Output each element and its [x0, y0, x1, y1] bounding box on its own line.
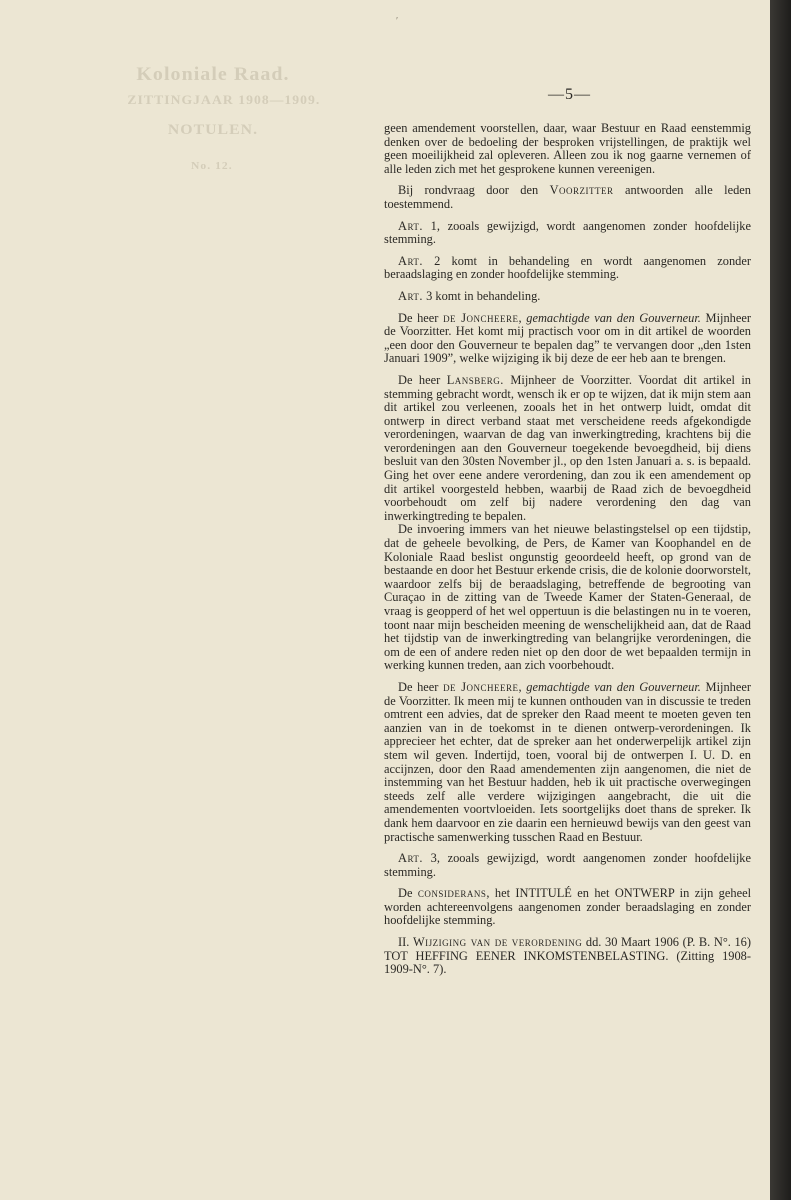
paragraph: Art. 3 komt in behandeling.	[398, 288, 541, 303]
paragraph: Art. 2 komt in behandeling en wordt aangenomen zonder beraadslaging en zonder hoofdelijke stemming.	[384, 253, 751, 282]
paragraph: De considerans, het INTITULÉ en het ONTWERP in zijn geheel worden achtereenvolgens aangenomen zonder beraadslaging en zonder hoofdelijke stemming.	[384, 886, 752, 928]
bleed-through-number: No. 12.	[191, 160, 233, 172]
bleed-through-heading: NOTULEN.	[167, 122, 259, 138]
paper-mark: ′	[396, 16, 399, 27]
paragraph: Art. 3, zooals gewijzigd, wordt aangenomen zonder hoofdelijke stemming.	[384, 851, 751, 879]
paragraph: De invoering immers van het nieuwe belastingstelsel op een tijdstip, dat de geheele bevolking, de Pers, de Kamer van Koophandel en de Koloniale Raad beslist ongunstig geoordeeld heeft, op grond van de bestaande en door het Bestuur erkende crisis, die de kolonie doorworstelt, waardoor zelfs bij de beraadslaging, betreffende de begrooting van Curaçao in de zitting van de Tweede Kamer der Staten-Generaal, de vraag is geopperd of het wel oppertuun is die belastingen nu in te voeren, toont naar mijn bescheiden meening de wenschelijkheid aan, dat de Raad het tijdstip van de inwerkingtreding van belangrijke verordeningen, die om de een of andere reden niet op den door de wet bepaalden termijn in werking kunnen treden, aan zich voorbehoudt.	[384, 522, 751, 673]
paragraph: Bij rondvraag door den Voorzitter antwoorden alle leden toestemmend.	[384, 183, 751, 211]
scan-edge	[770, 0, 791, 1200]
paragraph: Art. 1, zooals gewijzigd, wordt aangenomen zonder hoofdelijke stemming.	[384, 218, 751, 247]
paragraph: II. Wijziging van de verordening dd. 30 Maart 1906 (P. B. N°. 16) TOT HEFFING EENER INKOMSTENBELASTING. (Zitting 1908-1909-N°. 7).	[384, 935, 751, 977]
paragraph: De heer de Joncheere, gemachtigde van den Gouverneur. Mijnheer de Voorzitter. Ik meen mij te kunnen onthouden van in discussie te treden omtrent een advies, dat de spreker den Raad meent te moeten geven ten aanzien van in de toekomst in te dienen ontwerp-verordeningen. Ik apprecieer het echter, dat de spreker aan het onderwerpelijk artikel zijn stem wil geven. Indertijd, toen, vooral bij de ontwerpen I. U. D. en accijnzen, door den Raad amendementen zijn aangenomen, die niet de instemming van het Bestuur hadden, heb ik uit practische overwegingen steeds zelf alle verdere wijzigingen aangebracht, die uit die amendementen voortvloeiden. Iets soortgelijks doet thans de spreker. Ik dank hem daarvoor en zie daarin een hernieuwd bewijs van den geest van practische samenwerking tusschen Raad en Bestuur.	[384, 679, 751, 844]
page-number: —5—	[548, 86, 591, 103]
body-text	[384, 122, 751, 985]
bleed-through-title: Koloniale Raad.	[136, 64, 290, 85]
paragraph: De heer Lansberg. Mijnheer de Voorzitter. Voordat dit artikel in stemming gebracht wordt, wensch ik er op te wijzen, dat ik mijn stem aan dit artikel zou verleenen, zooals het in het ontwerp luidt, omdat dit ontwerp in direct verband staat met verscheidene reeds afgekondigde verordeningen, waarvan de dag van inwerkingtreding, krachtens bij die verordeningen aan den Gouverneur toegekende bevoegdheid, bij diens besluit van den 30sten November jl., op den 1sten Januari a. s. is bepaald. Ging het over eene andere verordening, dan zou ik een amendement op dit artikel voorgesteld hebben, waarbij de Raad zich de bevoegdheid voorbehoudt om zelf bij nadere verordening den dag van inwerkingtreding te bepalen.	[384, 372, 751, 523]
paragraph: De heer de Joncheere, gemachtigde van den Gouverneur. Mijnheer de Voorzitter. Het komt mij practisch voor om in dit artikel de woorden „een door den Gouverneur te bepalen dag” te vervangen door „den 1sten Januari 1909”, welke wijziging ik bij deze de eer heb aan te brengen.	[384, 310, 751, 366]
bleed-through-subtitle: ZITTINGJAAR 1908—1909.	[127, 92, 321, 107]
paragraph: geen amendement voorstellen, daar, waar Bestuur en Raad eenstemmig denken over de bedoeling der besproken vrijstellingen, de praktijk wel geen moeilijkheid zal opleveren. Alleen zou ik nog gaarne vernemen of alle leden zich met het gesprokene kunnen vereenigen.	[384, 121, 751, 176]
